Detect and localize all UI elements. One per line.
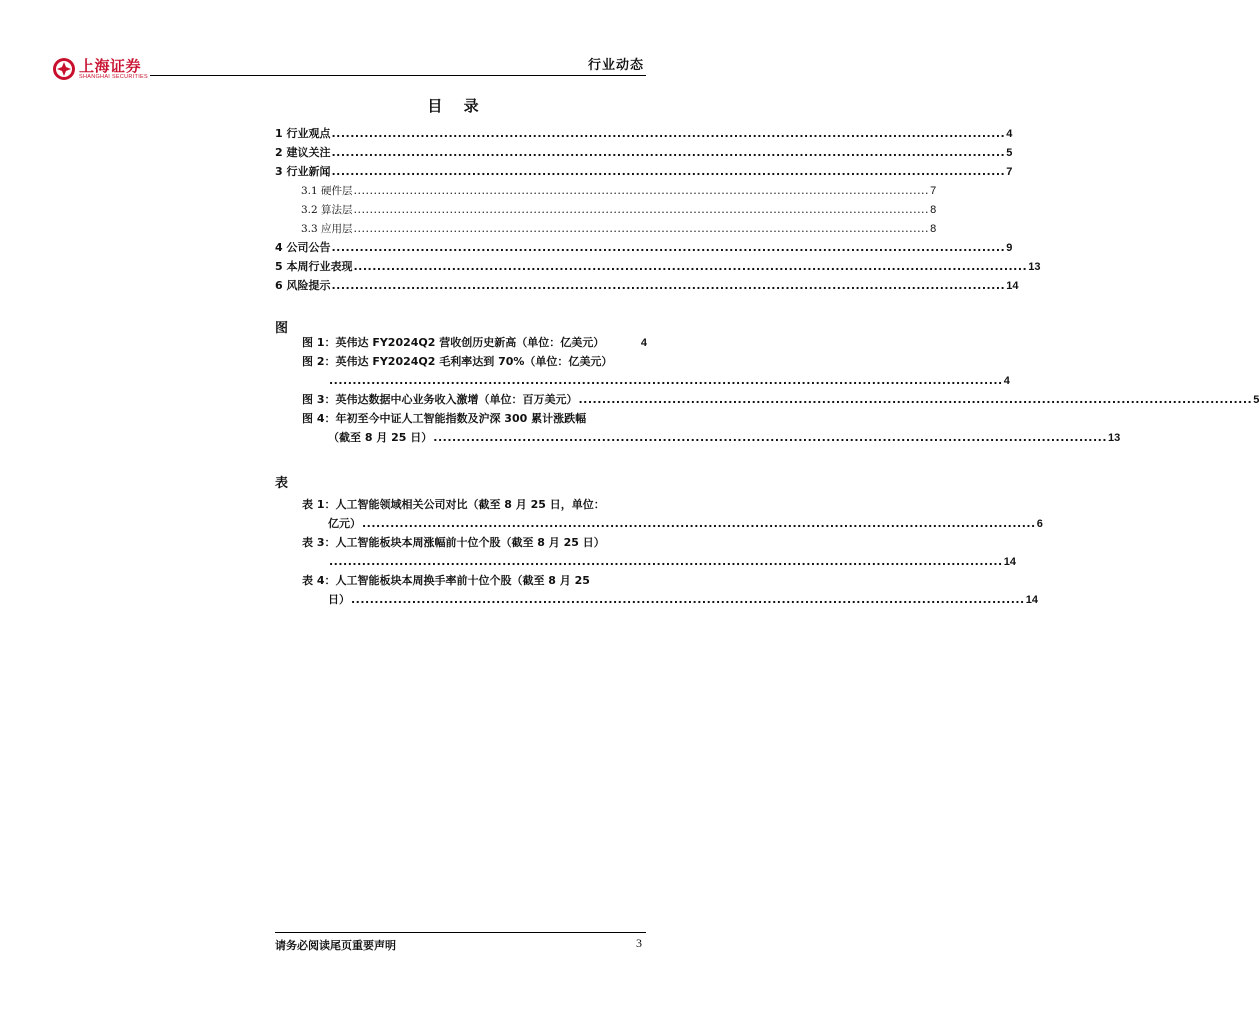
toc-leader: ................................................................................................................................................ (331, 241, 1006, 254)
footer-divider (275, 932, 646, 933)
toc-leader: ................................................................................................................................................ (329, 555, 1003, 568)
figures-list (275, 333, 1259, 447)
toc-leader: ................................................................................................................................................ (331, 127, 1006, 140)
figure-entry-label: 图 1：英伟达 FY2024Q2 营收创历史新高（单位：亿美元） (302, 336, 605, 349)
toc-item-page: 4 (1006, 128, 1013, 140)
figure-entry-page: 4 (640, 337, 647, 349)
toc-item-page: 7 (930, 185, 937, 197)
figures-heading: 图 (275, 321, 289, 336)
tables-list (275, 495, 1043, 609)
table-entry[interactable] (275, 590, 1038, 609)
toc-leader: ................................................................................................................................................ (353, 203, 930, 216)
toc-title: 目 录 (427, 97, 487, 115)
toc-item-page: 8 (930, 204, 937, 216)
header-divider (150, 75, 646, 76)
table-entry-title[interactable]: 表 4：人工智能板块本周换手率前十位个股（截至 8 月 25 (302, 574, 590, 587)
toc-item-label: 3.1 硬件层 (301, 185, 353, 197)
toc-item[interactable] (275, 257, 1041, 276)
toc-item-label: 5 本周行业表现 (275, 260, 353, 273)
toc-item-label: 6 风险提示 (275, 279, 331, 292)
toc-item-page: 5 (1006, 147, 1013, 159)
toc-item-label: 4 公司公告 (275, 241, 331, 254)
toc-item-page: 13 (1028, 261, 1041, 273)
logo-chinese-text: 上海证券 (79, 57, 142, 75)
toc-leader: ................................................................................................................................................ (578, 393, 1253, 406)
toc-leader: ................................................................................................................................................ (351, 593, 1025, 606)
figure-entry[interactable] (275, 428, 1121, 447)
toc-leader: ................................................................................................................................................ (331, 165, 1006, 178)
report-type-label: 行业动态 (587, 58, 644, 73)
toc-item[interactable] (275, 238, 1013, 257)
toc-leader: ................................................................................................................................................ (329, 374, 1003, 387)
toc-item-label: 3.2 算法层 (301, 204, 353, 216)
figure-entry-page: 4 (1003, 375, 1010, 387)
figure-entry-label: 图 3：英伟达数据中心业务收入激增（单位：百万美元） (302, 393, 578, 406)
table-entry-page: 6 (1036, 518, 1043, 530)
figure-entry[interactable] (275, 390, 1259, 409)
toc-item-label: 3.3 应用层 (301, 223, 353, 235)
toc-subitem[interactable] (275, 219, 937, 238)
toc-leader: ................................................................................................................................................ (353, 260, 1028, 273)
shanghai-securities-logo-icon (52, 57, 76, 81)
table-entry-title[interactable]: 表 3：人工智能板块本周涨幅前十位个股（截至 8 月 25 日） (302, 536, 605, 549)
toc-subitem[interactable] (275, 181, 937, 200)
table-entry-label: 日） (328, 593, 350, 606)
toc-subitem[interactable] (275, 200, 937, 219)
toc-item-label: 1 行业观点 (275, 127, 331, 140)
toc-item-page: 8 (930, 223, 937, 235)
figure-entry-label: （截至 8 月 25 日） (328, 431, 433, 444)
figure-entry-title[interactable]: 图 4：年初至今中证人工智能指数及沪深 300 累计涨跌幅 (302, 412, 587, 425)
table-entry-page: 14 (1003, 556, 1016, 568)
toc-item[interactable] (275, 124, 1013, 143)
toc-list (275, 124, 1041, 295)
toc-item-page: 7 (1006, 166, 1013, 178)
toc-item-page: 9 (1006, 242, 1013, 254)
toc-leader: ................................................................................................................................................ (353, 222, 930, 235)
toc-item[interactable] (275, 162, 1013, 181)
figure-entry[interactable] (275, 371, 1010, 390)
toc-leader: ................................................................................................................................................ (331, 146, 1006, 159)
company-logo (52, 55, 148, 85)
figure-entry-title[interactable]: 图 2：英伟达 FY2024Q2 毛利率达到 70%（单位：亿美元） (302, 355, 613, 368)
toc-item-page: 14 (1006, 280, 1019, 292)
footer-disclaimer: 请务必阅读尾页重要声明 (275, 939, 396, 952)
logo-english-text: SHANGHAI SECURITIES (79, 74, 148, 80)
toc-item[interactable] (275, 276, 1019, 295)
table-entry-page: 14 (1025, 594, 1038, 606)
figure-entry[interactable] (275, 333, 647, 352)
table-entry[interactable] (275, 552, 1016, 571)
toc-leader: ................................................................................................................................................ (362, 517, 1036, 530)
tables-heading: 表 (275, 476, 289, 491)
table-entry[interactable] (275, 514, 1043, 533)
toc-leader: ................................................................................................................................................ (353, 184, 930, 197)
toc-item-label: 2 建议关注 (275, 146, 331, 159)
figure-entry-page: 13 (1108, 432, 1121, 444)
figure-entry-page: 5 (1253, 394, 1259, 406)
table-entry-label: 亿元） (328, 517, 361, 530)
toc-leader: ................................................................................................................................................ (433, 431, 1108, 444)
toc-item-label: 3 行业新闻 (275, 165, 331, 178)
table-entry-title[interactable]: 表 1：人工智能领域相关公司对比（截至 8 月 25 日，单位： (302, 498, 605, 511)
toc-leader: ................................................................................................................................................ (331, 279, 1006, 292)
toc-item[interactable] (275, 143, 1013, 162)
page-number: 3 (636, 936, 642, 950)
